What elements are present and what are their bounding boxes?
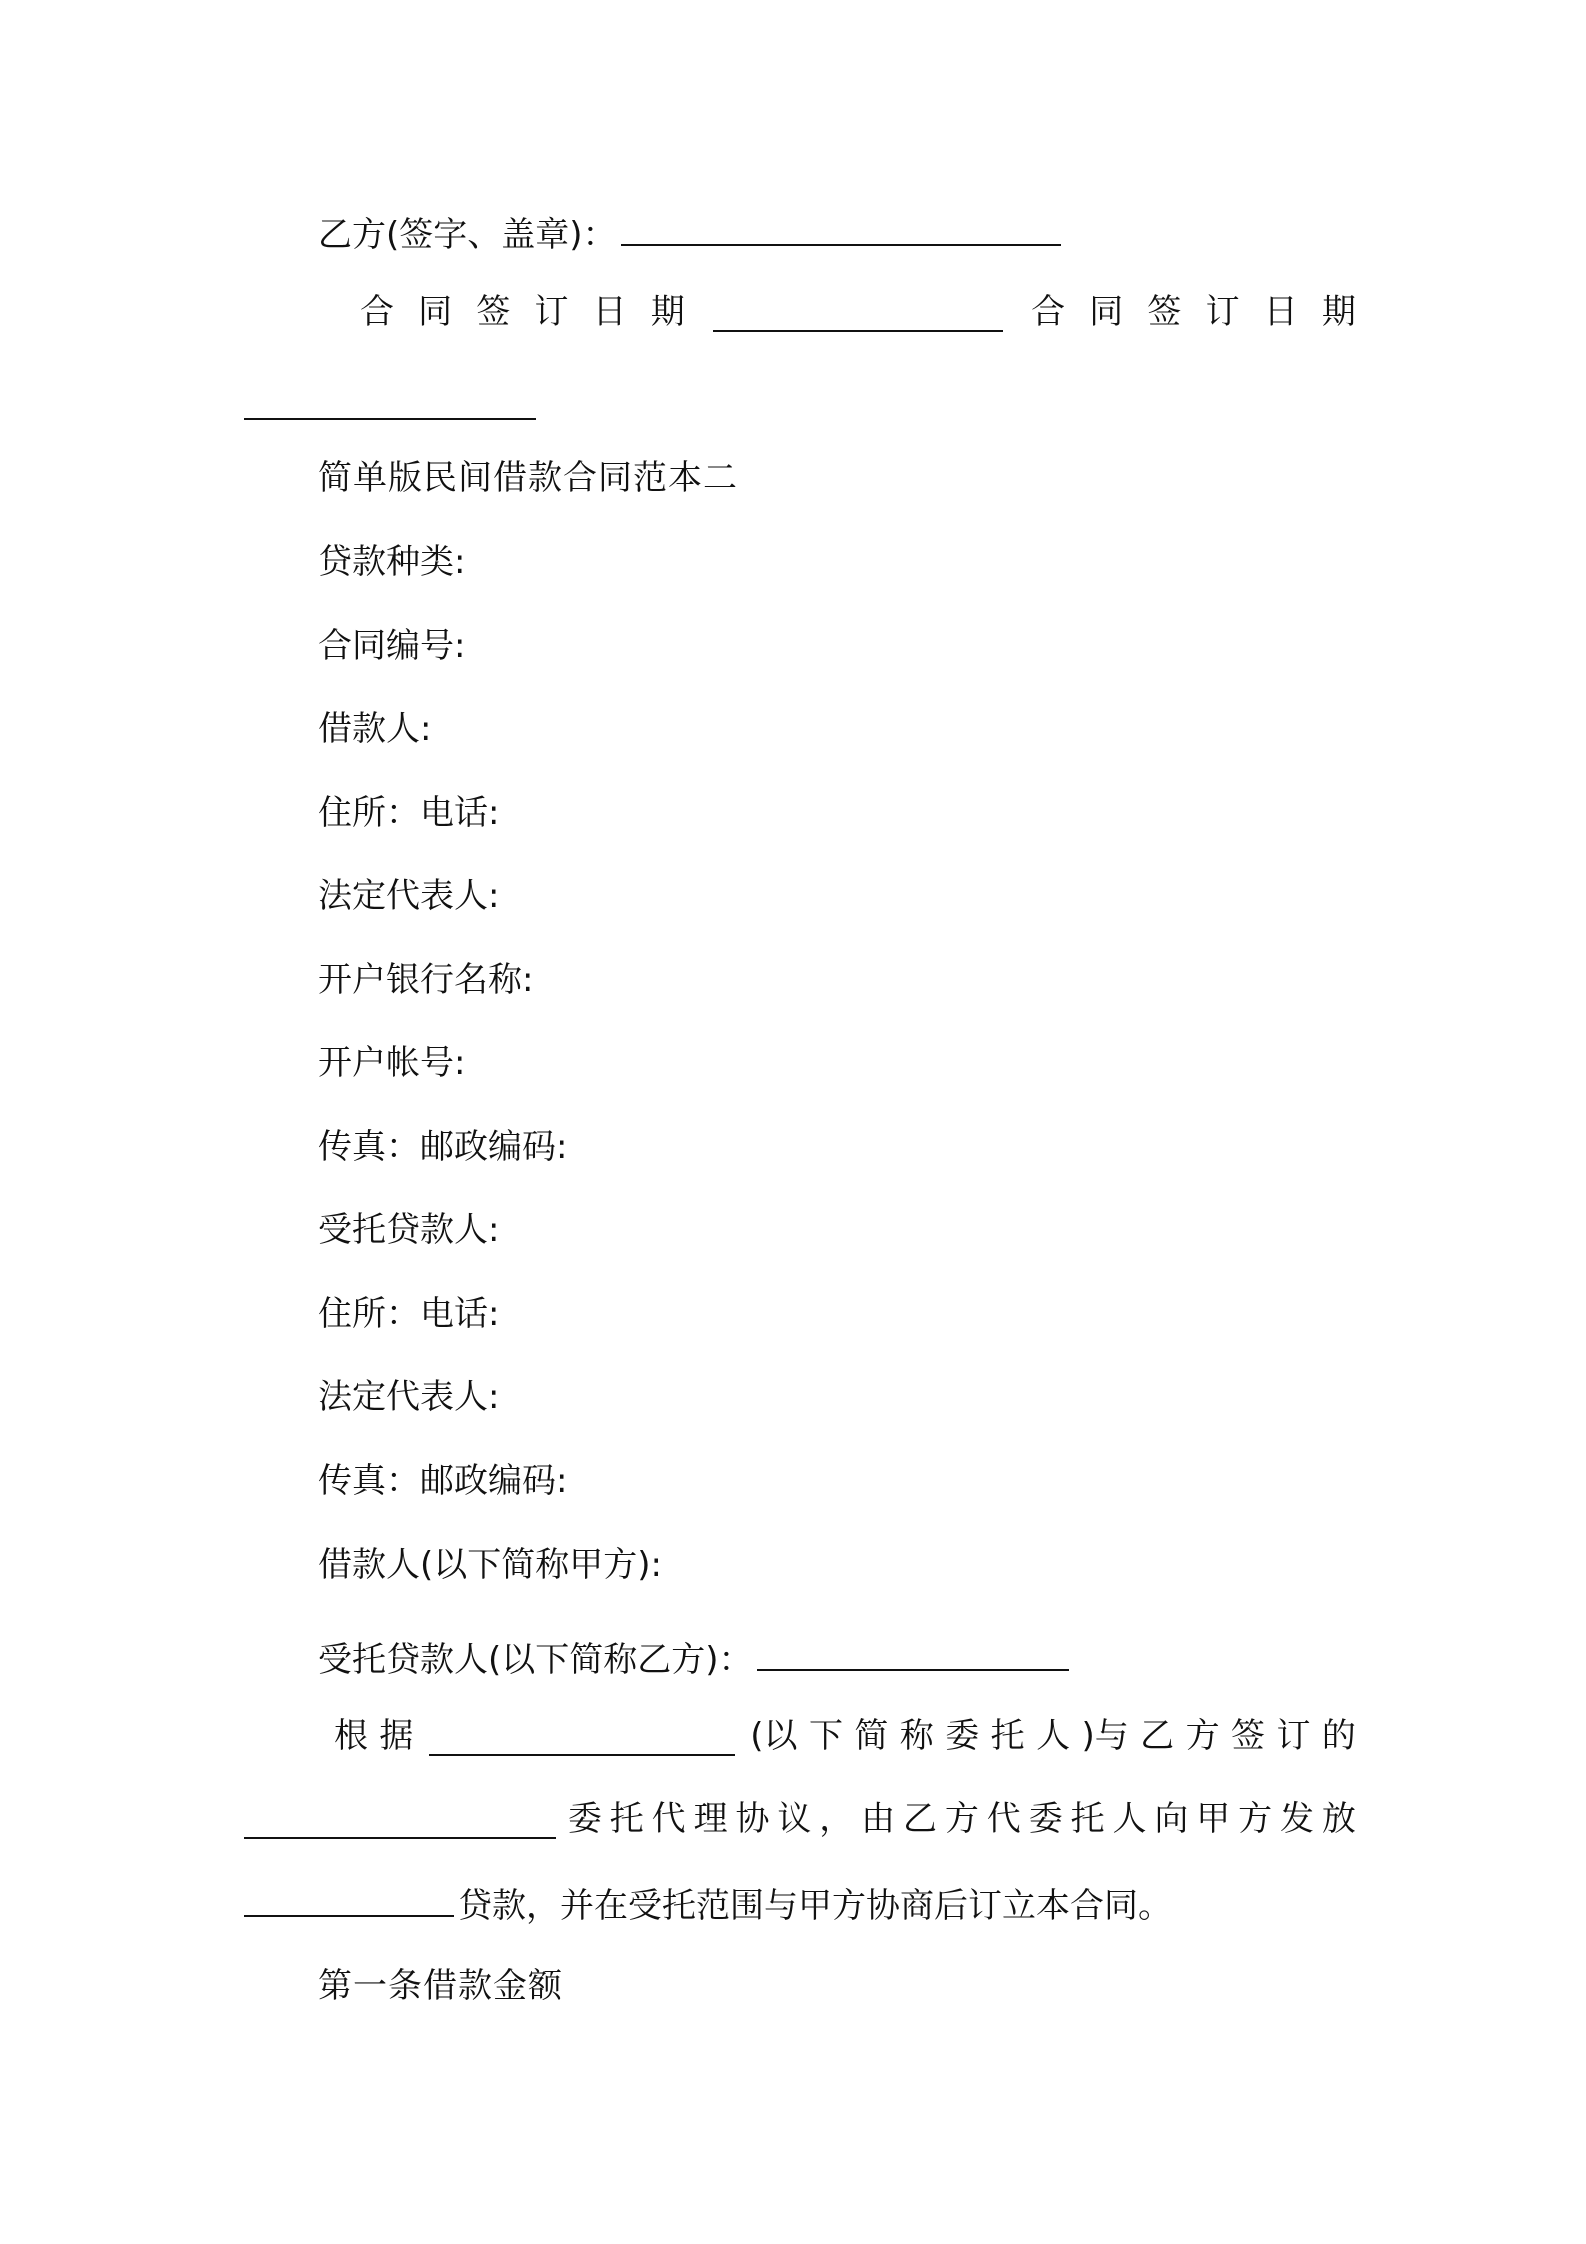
- party-b-signature-blank: [621, 212, 1061, 246]
- basis-char: 的: [1321, 1716, 1356, 1756]
- basis-char: 议: [777, 1799, 812, 1839]
- field-borrower-address-phone: 住所：电话:: [318, 793, 500, 833]
- sign-date-char: 期: [1321, 292, 1356, 332]
- sign-date-char: 期: [650, 292, 685, 332]
- basis-char: 人: [1036, 1716, 1071, 1756]
- sign-date-char: 合: [1031, 292, 1066, 332]
- basis-char: 托: [990, 1716, 1025, 1756]
- field-bank-name: 开户银行名称:: [318, 960, 534, 1000]
- basis-paragraph-line-2: [244, 1799, 1356, 1839]
- basis-char: 代: [986, 1799, 1021, 1839]
- basis-char: )与: [1081, 1716, 1129, 1756]
- basis-char: 托: [1070, 1799, 1105, 1839]
- basis-char: 订: [1276, 1716, 1311, 1756]
- basis-char: (以: [750, 1716, 798, 1756]
- basis-agreement-blank: [244, 1805, 556, 1839]
- sign-date-char: 订: [1205, 292, 1240, 332]
- basis-char: 代: [651, 1799, 686, 1839]
- basis-paragraph-line-1: [334, 1716, 1356, 1756]
- sign-date-char: 签: [1147, 292, 1182, 332]
- field-trustee-address-phone: 住所：电话:: [318, 1294, 500, 1334]
- basis-char: 方: [1185, 1716, 1220, 1756]
- field-borrower-fax-postcode: 传真：邮政编码:: [318, 1127, 568, 1167]
- basis-char: 签: [1231, 1716, 1266, 1756]
- field-contract-number: 合同编号:: [318, 626, 466, 666]
- template-title: 简单版民间借款合同范本二: [318, 458, 738, 498]
- field-account-number: 开户帐号:: [318, 1043, 466, 1083]
- sign-date-char: 同: [1089, 292, 1124, 332]
- basis-char: 甲: [1196, 1799, 1231, 1839]
- sign-date-char: 日: [1263, 292, 1298, 332]
- basis-char: ，: [819, 1799, 854, 1839]
- basis-char: 发: [1280, 1799, 1315, 1839]
- field-borrower-party-a: 借款人(以下简称甲方):: [318, 1545, 662, 1585]
- sign-date-char: 订: [534, 292, 569, 332]
- basis-char: 委: [945, 1716, 980, 1756]
- basis-char: 称: [899, 1716, 934, 1756]
- field-borrower-legal-rep: 法定代表人:: [318, 876, 500, 916]
- basis-char: 向: [1154, 1799, 1189, 1839]
- basis-paragraph-line-3-text: 贷款，并在受托范围与甲方协商后订立本合同。: [458, 1886, 1172, 1926]
- sign-date-blank-continued: [244, 416, 536, 420]
- basis-char: 方: [944, 1799, 979, 1839]
- basis-char: 方: [1238, 1799, 1273, 1839]
- basis-char: 据: [379, 1716, 414, 1756]
- sign-date-blank: [713, 298, 1003, 332]
- trustee-party-b-blank: [757, 1637, 1069, 1671]
- field-borrower: 借款人:: [318, 709, 432, 749]
- field-loan-type: 贷款种类:: [318, 542, 466, 582]
- basis-char: 委: [567, 1799, 602, 1839]
- basis-char: 委: [1028, 1799, 1063, 1839]
- sign-date-char: 签: [476, 292, 511, 332]
- party-b-signature-label: 乙方(签字、盖章)：: [318, 215, 617, 255]
- sign-date-char: 同: [418, 292, 453, 332]
- sign-date-char: 日: [592, 292, 627, 332]
- trustee-party-b-line: [318, 1637, 1073, 1680]
- basis-char: 简: [854, 1716, 889, 1756]
- basis-char: 协: [735, 1799, 770, 1839]
- field-trustee-legal-rep: 法定代表人:: [318, 1377, 500, 1417]
- basis-char: 乙: [903, 1799, 938, 1839]
- basis-paragraph-line-3: [244, 1883, 1172, 1926]
- basis-char: 放: [1321, 1799, 1356, 1839]
- basis-loan-type-blank: [244, 1883, 454, 1917]
- article-1-title: 第一条借款金额: [318, 1966, 563, 2006]
- basis-char: 乙: [1140, 1716, 1175, 1756]
- field-trustee-fax-postcode: 传真：邮政编码:: [318, 1461, 568, 1501]
- trustee-party-b-label: 受托贷款人(以下简称乙方)：: [318, 1640, 753, 1680]
- basis-char: 托: [609, 1799, 644, 1839]
- basis-char: 由: [861, 1799, 896, 1839]
- field-trustee-lender: 受托贷款人:: [318, 1210, 500, 1250]
- basis-char: 人: [1112, 1799, 1147, 1839]
- sign-date-line: [360, 292, 1356, 332]
- basis-char: 下: [808, 1716, 843, 1756]
- basis-principal-blank: [429, 1722, 735, 1756]
- sign-date-char: 合: [360, 292, 394, 332]
- basis-char: 理: [693, 1799, 728, 1839]
- basis-char: 根: [334, 1716, 368, 1756]
- party-b-signature-line: [318, 212, 1065, 255]
